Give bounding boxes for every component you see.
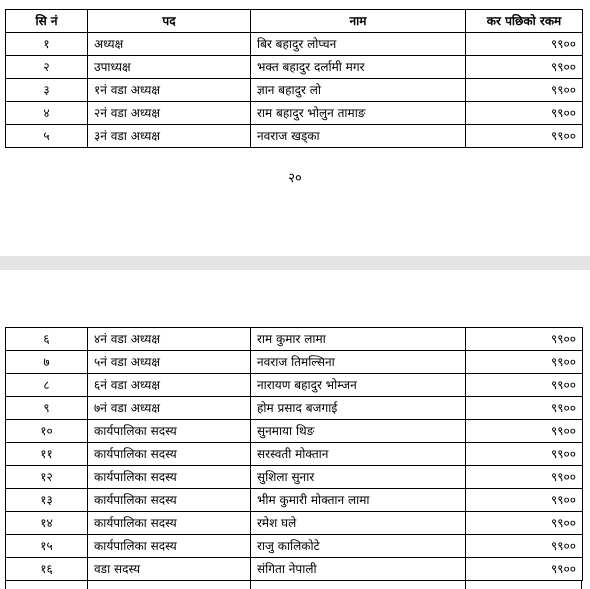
cell-name: राजु कालिकोटे bbox=[251, 535, 466, 558]
table-row bbox=[6, 56, 583, 79]
cell-sn: १५ bbox=[6, 535, 88, 558]
cell-amount: ९९०० bbox=[466, 466, 583, 489]
cell-name: राम कुमार लामा bbox=[251, 328, 466, 351]
cell-post: कार्यपालिका सदस्य bbox=[88, 535, 251, 558]
cell-amount: ९९०० bbox=[466, 558, 583, 581]
table-row bbox=[6, 79, 583, 102]
header-post: पद bbox=[88, 10, 251, 33]
salary-table-page-2 bbox=[5, 327, 583, 581]
table-row bbox=[6, 443, 583, 466]
cell-name: नवराज खड्का bbox=[251, 125, 466, 148]
cell-post: ५नं वडा अध्यक्ष bbox=[88, 351, 251, 374]
cell-name: सुशिला सुनार bbox=[251, 466, 466, 489]
cell-post: कार्यपालिका सदस्य bbox=[88, 466, 251, 489]
cell-post: १नं वडा अध्यक्ष bbox=[88, 79, 251, 102]
cell-amount: ९९०० bbox=[466, 33, 583, 56]
cell-name: बिर बहादुर लोप्चन bbox=[251, 33, 466, 56]
cell-name: होम प्रसाद बजगाई bbox=[251, 397, 466, 420]
cell-sn: २ bbox=[6, 56, 88, 79]
cell-name: भक्त बहादुर दर्लामी मगर bbox=[251, 56, 466, 79]
cell-name: ज्ञान बहादुर लो bbox=[251, 79, 466, 102]
table-row bbox=[6, 558, 583, 581]
table-row bbox=[6, 351, 583, 374]
table-header-row bbox=[6, 10, 583, 33]
table-row bbox=[6, 489, 583, 512]
salary-table-page-1 bbox=[5, 9, 583, 148]
cell-sn: ४ bbox=[6, 102, 88, 125]
cell-post: कार्यपालिका सदस्य bbox=[88, 420, 251, 443]
cell-sn: ५ bbox=[6, 125, 88, 148]
cell-amount: ९९०० bbox=[466, 328, 583, 351]
table-row bbox=[6, 328, 583, 351]
cell-name: नारायण बहादुर भोम्जन bbox=[251, 374, 466, 397]
table-row bbox=[6, 535, 583, 558]
cell-sn: १० bbox=[6, 420, 88, 443]
cell-amount: ९९०० bbox=[466, 56, 583, 79]
table-row bbox=[6, 397, 583, 420]
cell-post: उपाध्यक्ष bbox=[88, 56, 251, 79]
header-amount: कर पछिको रकम bbox=[466, 10, 583, 33]
cell-amount: ९९०० bbox=[466, 397, 583, 420]
header-sn: सि नं bbox=[6, 10, 88, 33]
table-row bbox=[6, 420, 583, 443]
cell-post: अध्यक्ष bbox=[88, 33, 251, 56]
cell-amount: ९९०० bbox=[466, 374, 583, 397]
cell-sn: १२ bbox=[6, 466, 88, 489]
cell-sn: ६ bbox=[6, 328, 88, 351]
cell-sn: १ bbox=[6, 33, 88, 56]
cell-post: कार्यपालिका सदस्य bbox=[88, 443, 251, 466]
header-name: नाम bbox=[251, 10, 466, 33]
cell-sn: ९ bbox=[6, 397, 88, 420]
cell-post: ३नं वडा अध्यक्ष bbox=[88, 125, 251, 148]
cell-sn: १४ bbox=[6, 512, 88, 535]
table-row bbox=[6, 125, 583, 148]
cell-sn: ११ bbox=[6, 443, 88, 466]
cell-post: ४नं वडा अध्यक्ष bbox=[88, 328, 251, 351]
cell-amount: ९९०० bbox=[466, 102, 583, 125]
cell-amount: ९९०० bbox=[466, 489, 583, 512]
cell-post: कार्यपालिका सदस्य bbox=[88, 489, 251, 512]
page-break-gap bbox=[0, 256, 590, 270]
cell-post: कार्यपालिका सदस्य bbox=[88, 512, 251, 535]
cell-amount: ९९०० bbox=[466, 420, 583, 443]
table-row bbox=[6, 512, 583, 535]
cell-name: सरस्वती मोक्तान bbox=[251, 443, 466, 466]
cell-sn: १६ bbox=[6, 558, 88, 581]
table-row bbox=[6, 374, 583, 397]
cell-post: २नं वडा अध्यक्ष bbox=[88, 102, 251, 125]
cell-post: वडा सदस्य bbox=[88, 558, 251, 581]
cell-amount: ९९०० bbox=[466, 512, 583, 535]
cell-sn: ७ bbox=[6, 351, 88, 374]
table-row bbox=[6, 102, 583, 125]
table-row bbox=[6, 466, 583, 489]
cell-name: भीम कुमारी मोक्तान लामा bbox=[251, 489, 466, 512]
cell-amount: ९९०० bbox=[466, 535, 583, 558]
cell-name: रमेश घले bbox=[251, 512, 466, 535]
cell-post: ६नं वडा अध्यक्ष bbox=[88, 374, 251, 397]
cell-amount: ९९०० bbox=[466, 443, 583, 466]
table-row bbox=[6, 33, 583, 56]
cell-name: राम बहादुर भोलुन तामाङ bbox=[251, 102, 466, 125]
cell-sn: ३ bbox=[6, 79, 88, 102]
cell-sn: १३ bbox=[6, 489, 88, 512]
cell-name: नवराज तिमल्सिना bbox=[251, 351, 466, 374]
cell-post: ७नं वडा अध्यक्ष bbox=[88, 397, 251, 420]
page-number: २० bbox=[288, 171, 302, 186]
cell-amount: ९९०० bbox=[466, 351, 583, 374]
cell-sn: ८ bbox=[6, 374, 88, 397]
cell-name: संगिता नेपाली bbox=[251, 558, 466, 581]
cell-name: सुनमाया थिङ bbox=[251, 420, 466, 443]
cell-amount: ९९०० bbox=[466, 125, 583, 148]
cell-amount: ९९०० bbox=[466, 79, 583, 102]
cut-off-table-row bbox=[5, 581, 582, 589]
